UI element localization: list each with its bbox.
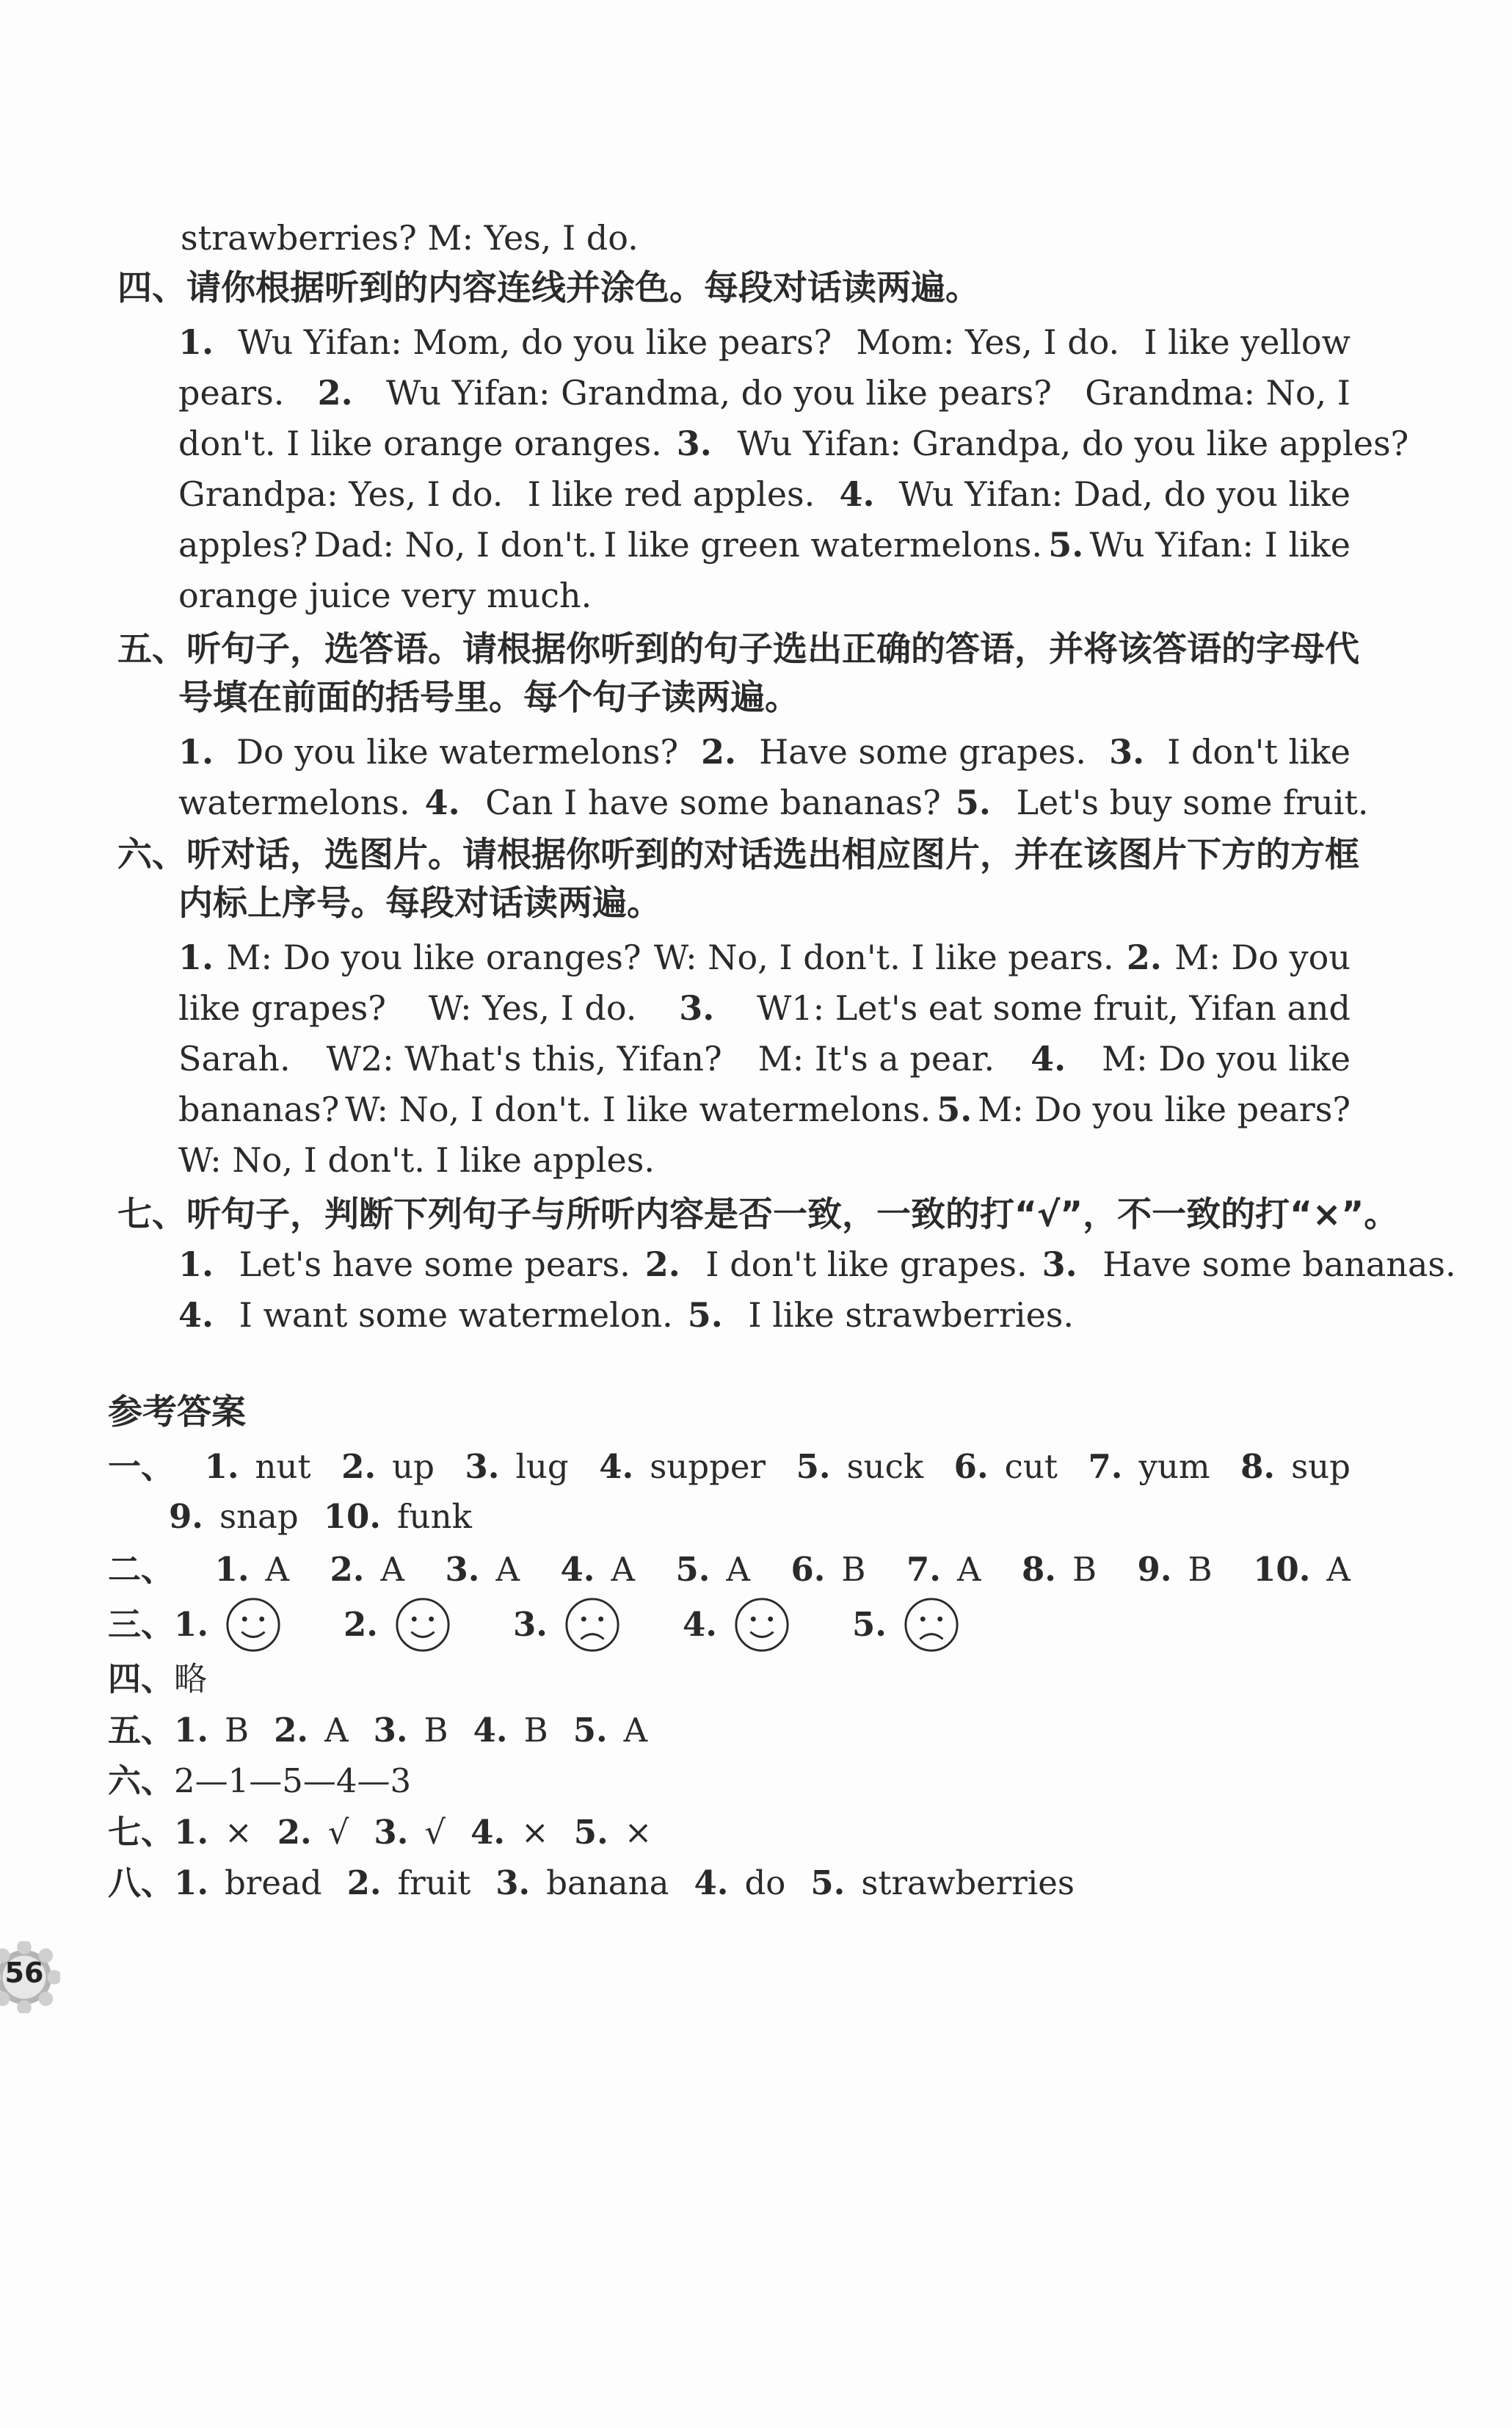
script-text: W1: Let's eat some fruit, Yifan and [757, 988, 1351, 1028]
answer-text: 2—1—5—4—3 [174, 1761, 412, 1800]
script-text: Wu Yifan: Dad, do you like [898, 474, 1351, 514]
item-number: 5. [796, 1447, 831, 1486]
script-text: I want some watermelon. [228, 1295, 673, 1335]
section-7-heading: 七、听句子，判断下列句子与所听内容是否一致，一致的打“√”，不一致的打“×”。 [117, 1195, 1399, 1235]
answer-value: cut [1004, 1447, 1058, 1486]
script-text: apples? [178, 525, 308, 565]
answer-item [1253, 1548, 1351, 1592]
item-number: 4. [694, 1863, 729, 1902]
script-text: Have some grapes. [759, 732, 1087, 772]
item-number: 3. [1042, 1244, 1077, 1284]
answer-item [683, 1596, 827, 1653]
script-line [178, 986, 1351, 1030]
answer-section-label: 七、 [108, 1813, 175, 1852]
script-text: Do you like watermelons? [236, 732, 678, 772]
answer-value: nut [255, 1447, 311, 1486]
script-text: W: No, I don't. I like pears. [653, 938, 1114, 977]
answer-value: A [623, 1711, 648, 1750]
item-number: 6. [790, 1550, 826, 1589]
answer-section-label: 一、 [108, 1447, 175, 1486]
script-text: Wu Yifan: Grandpa, do you like apples? [726, 424, 1409, 463]
answer-item [513, 1596, 658, 1653]
answer-row [108, 1708, 672, 1753]
script-text: like grapes? [178, 988, 386, 1028]
answer-item [599, 1445, 766, 1489]
item-number: 3. [512, 1605, 548, 1644]
answer-item [574, 1811, 653, 1855]
answer-item [174, 1811, 252, 1855]
script-line [178, 421, 1423, 465]
answer-value: yum [1138, 1447, 1210, 1486]
item-number: 3. [465, 1447, 500, 1486]
item-number: 2. [1126, 938, 1162, 977]
item-number: 5. [573, 1711, 608, 1750]
script-line [178, 371, 1351, 415]
script-line [178, 472, 1351, 516]
script-line [178, 730, 1351, 774]
item-number: 4. [839, 474, 875, 514]
answer-item [810, 1861, 1075, 1905]
answer-item [174, 1596, 319, 1653]
item-number: 5. [573, 1813, 608, 1852]
script-text: Mom: Yes, I do. [856, 322, 1120, 362]
answer-row [108, 1657, 207, 1701]
item-number: 1. [174, 1605, 208, 1644]
item-number: 3. [495, 1863, 531, 1902]
answer-value: banana [546, 1863, 669, 1902]
answer-section-label: 八、 [108, 1863, 175, 1902]
answer-item [374, 1708, 448, 1753]
item-number: 3. [374, 1813, 409, 1852]
item-number: 4. [1031, 1039, 1066, 1079]
item-number: 3. [676, 424, 712, 463]
script-text: I like green watermelons. [603, 525, 1043, 565]
item-number: 2. [317, 373, 353, 413]
item-number: 1. [178, 938, 214, 977]
answer-item [1138, 1548, 1213, 1592]
item-number: 2. [346, 1863, 382, 1902]
script-text: M: It's a pear. [757, 1039, 995, 1079]
script-text: Wu Yifan: I like [1089, 525, 1351, 565]
answer-row [108, 1861, 1100, 1905]
answer-value: B [424, 1711, 448, 1750]
script-text: W: No, I don't. I like watermelons. [345, 1090, 931, 1129]
answer-item [790, 1548, 865, 1592]
answer-value: B [523, 1711, 548, 1750]
answer-item [495, 1861, 669, 1905]
script-text: Can I have some bananas? [474, 783, 941, 822]
item-number: 4. [424, 783, 460, 822]
item-number: 1. [214, 1550, 250, 1589]
answer-item [215, 1548, 289, 1592]
item-number: 1. [178, 732, 214, 772]
script-line [178, 1242, 1471, 1286]
item-number: 5. [937, 1090, 973, 1129]
answer-item [374, 1811, 446, 1855]
answer-value: B [841, 1550, 866, 1589]
item-number: 6. [953, 1447, 989, 1486]
answer-item [465, 1445, 568, 1489]
answer-value: bread [225, 1863, 322, 1902]
item-number: 2. [330, 1550, 365, 1589]
script-text: pears. [178, 373, 285, 413]
script-text: Dad: No, I don't. [313, 525, 598, 565]
script-text: don't. I like orange oranges. [178, 424, 662, 463]
answer-text: 略 [174, 1659, 208, 1698]
script-text: bananas? [178, 1090, 340, 1129]
answer-row [108, 1759, 411, 1803]
script-text: Let's buy some fruit. [1005, 783, 1369, 822]
answer-value: sup [1291, 1447, 1351, 1486]
item-number: 7. [1088, 1447, 1123, 1486]
item-number: 4. [560, 1550, 595, 1589]
item-number: 2. [701, 732, 737, 772]
script-text: Grandpa: Yes, I do. [178, 474, 504, 514]
answer-value: A [324, 1711, 349, 1750]
answer-section-label: 二、 [108, 1550, 175, 1589]
item-number: 1. [178, 322, 214, 362]
answer-value: A [726, 1550, 750, 1589]
answer-value: fruit [397, 1863, 471, 1902]
script-line [178, 1087, 1351, 1131]
item-number: 4. [470, 1813, 506, 1852]
answer-item [573, 1708, 647, 1753]
script-text: I don't like grapes. [694, 1244, 1028, 1284]
answer-item [347, 1861, 471, 1905]
item-number: 2. [274, 1711, 309, 1750]
script-line [178, 573, 606, 617]
answer-item [344, 1596, 488, 1653]
item-number: 3. [679, 988, 715, 1028]
answer-row [108, 1811, 677, 1855]
answer-value: A [1326, 1550, 1351, 1589]
script-text: Wu Yifan: Mom, do you like pears? [238, 322, 832, 362]
item-number: 2. [277, 1813, 312, 1852]
answer-value: A [611, 1550, 635, 1589]
script-text: Have some bananas. [1091, 1244, 1456, 1284]
script-text: M: Do you like oranges? [226, 938, 641, 977]
item-number: 5. [810, 1863, 846, 1902]
answer-item [274, 1708, 348, 1753]
smile-face-icon [394, 1596, 451, 1653]
answer-item [174, 1861, 322, 1905]
script-line [178, 1037, 1351, 1081]
answer-item [445, 1548, 519, 1592]
answer-section-label: 四、 [108, 1659, 175, 1698]
script-text: Grandma: No, I [1085, 373, 1351, 413]
answer-item [174, 1708, 249, 1753]
item-number: 4. [178, 1295, 214, 1335]
section-6-heading-line-2: 内标上序号。每段对话读两遍。 [178, 883, 661, 924]
item-number: 1. [174, 1813, 208, 1852]
answers-title: 参考答案 [108, 1392, 246, 1432]
answer-value: A [265, 1550, 289, 1589]
answer-value: √ [327, 1813, 349, 1852]
smile-face-icon [733, 1596, 790, 1653]
script-line [178, 935, 1351, 979]
answer-section-label: 三、 [108, 1605, 175, 1644]
script-line [178, 1138, 669, 1182]
answer-row [108, 1548, 1351, 1592]
answer-item [341, 1445, 435, 1489]
item-number: 5. [1048, 525, 1084, 565]
answer-value: do [744, 1863, 786, 1902]
script-text: I don't like [1167, 732, 1351, 772]
item-number: 1. [178, 1244, 214, 1284]
answer-item [470, 1811, 549, 1855]
item-number: 4. [473, 1711, 508, 1750]
item-number: 8. [1021, 1550, 1056, 1589]
script-text: I like red apples. [527, 474, 815, 514]
item-number: 3. [373, 1711, 408, 1750]
answer-item [1240, 1445, 1351, 1489]
script-text: W: Yes, I do. [428, 988, 637, 1028]
item-number: 5. [955, 783, 991, 822]
page-number: 56 [4, 1957, 44, 1989]
answer-value: × [624, 1813, 653, 1852]
script-text: orange juice very much. [178, 576, 592, 615]
item-number: 10. [1253, 1550, 1311, 1589]
item-number: 8. [1240, 1447, 1276, 1486]
item-number: 5. [851, 1605, 887, 1644]
item-number: 2. [644, 1244, 680, 1284]
item-number: 1. [174, 1863, 208, 1902]
item-number: 7. [906, 1550, 941, 1589]
script-text: W2: What's this, Yifan? [326, 1039, 722, 1079]
answer-row [108, 1596, 1022, 1653]
frown-face-icon [564, 1596, 621, 1653]
answer-item [277, 1811, 349, 1855]
script-line [178, 780, 1384, 825]
answer-value: strawberries [861, 1863, 1075, 1902]
script-text: Let's have some pears. [228, 1244, 630, 1284]
item-number: 3. [1109, 732, 1145, 772]
answer-item [954, 1445, 1058, 1489]
answer-item [473, 1708, 548, 1753]
script-text: I like yellow [1144, 322, 1351, 362]
script-line [178, 1293, 1088, 1337]
answer-value: snap [219, 1497, 299, 1536]
answer-row [169, 1495, 497, 1539]
answer-section-label: 五、 [108, 1711, 175, 1750]
answer-item [852, 1596, 997, 1653]
answer-value: × [225, 1813, 252, 1852]
item-number: 1. [204, 1447, 239, 1486]
answer-value: × [521, 1813, 549, 1852]
answer-value: suck [846, 1447, 924, 1486]
answer-value: B [1188, 1550, 1213, 1589]
answer-item [675, 1548, 749, 1592]
section-5-heading-line-1: 五、听句子，选答语。请根据你听到的句子选出正确的答语，并将该答语的字母代 [117, 629, 1359, 670]
item-number: 1. [174, 1711, 208, 1750]
script-text: M: Do you [1174, 938, 1351, 977]
answer-value: B [225, 1711, 250, 1750]
answer-item [205, 1445, 311, 1489]
answer-value: A [495, 1550, 520, 1589]
item-number: 4. [682, 1605, 717, 1644]
answer-value: supper [650, 1447, 766, 1486]
frown-face-icon [903, 1596, 960, 1653]
answer-item [560, 1548, 634, 1592]
item-number: 5. [675, 1550, 710, 1589]
item-number: 10. [323, 1497, 381, 1536]
answer-item [694, 1861, 785, 1905]
script-text: I like strawberries. [737, 1295, 1075, 1335]
item-number: 9. [169, 1497, 203, 1536]
item-number: 9. [1137, 1550, 1172, 1589]
script-text: M: Do you like [1102, 1039, 1351, 1079]
section-5-heading-line-2: 号填在前面的括号里。每个句子读两遍。 [178, 678, 799, 718]
answer-item [169, 1495, 299, 1539]
item-number: 4. [599, 1447, 634, 1486]
item-number: 2. [341, 1447, 377, 1486]
item-number: 3. [445, 1550, 480, 1589]
script-continuation-line: strawberries? M: Yes, I do. [181, 218, 639, 258]
script-line [178, 320, 1351, 364]
answer-item [796, 1445, 924, 1489]
answer-value: √ [424, 1813, 446, 1852]
item-number: 2. [344, 1605, 378, 1644]
section-6-heading-line-1: 六、听对话，选图片。请根据你听到的对话选出相应图片，并在该图片下方的方框 [117, 835, 1359, 875]
answer-row [108, 1445, 1351, 1489]
script-text: watermelons. [178, 783, 410, 822]
script-text: W: No, I don't. I like apples. [178, 1140, 655, 1180]
answer-value: B [1072, 1550, 1097, 1589]
answer-value: funk [397, 1497, 472, 1536]
answer-value: up [392, 1447, 435, 1486]
item-number: 5. [687, 1295, 723, 1335]
answer-value: A [380, 1550, 404, 1589]
answer-item [906, 1548, 981, 1592]
answer-value: A [956, 1550, 981, 1589]
script-text: Wu Yifan: Grandma, do you like pears? [386, 373, 1052, 413]
answer-item [1088, 1445, 1210, 1489]
answer-item [330, 1548, 404, 1592]
smile-face-icon [225, 1596, 282, 1653]
answer-section-label: 六、 [108, 1761, 175, 1800]
answer-item [324, 1495, 472, 1539]
script-text: M: Do you like pears? [978, 1090, 1351, 1129]
answer-item [1022, 1548, 1097, 1592]
script-text: Sarah. [178, 1039, 291, 1079]
section-4-heading: 四、请你根据听到的内容连线并涂色。每段对话读两遍。 [117, 268, 980, 308]
answer-value: lug [515, 1447, 569, 1486]
script-line [178, 523, 1351, 567]
